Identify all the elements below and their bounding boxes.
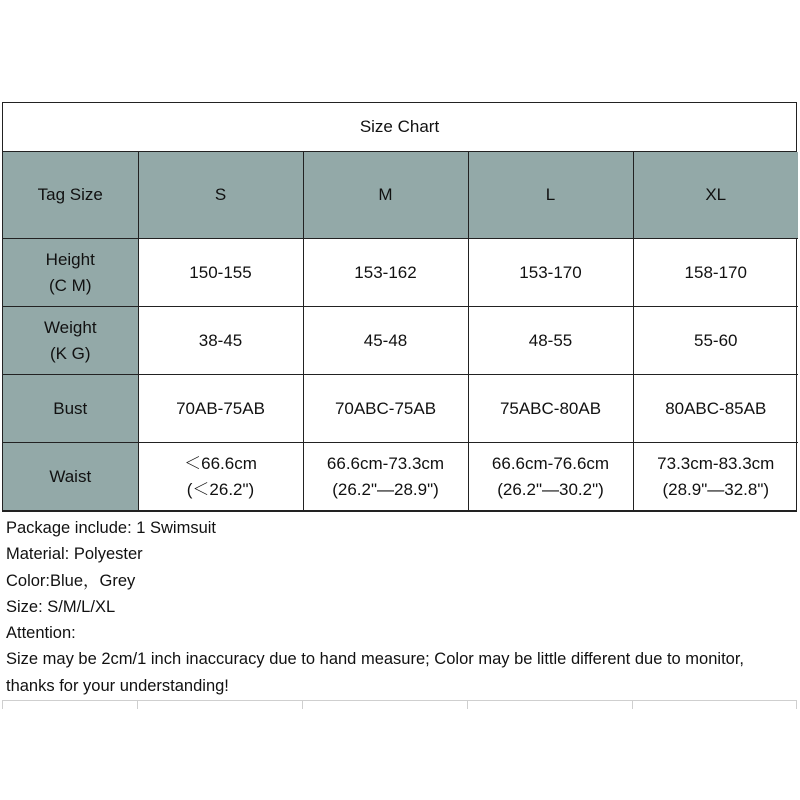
header-tag-size: Tag Size xyxy=(3,152,138,239)
row-label-bust: Bust xyxy=(3,375,138,443)
table-row xyxy=(3,239,798,307)
divider-tick xyxy=(632,701,633,709)
header-size-s: S xyxy=(138,152,303,239)
note-attention: Attention: xyxy=(6,624,76,643)
header-size-xl: XL xyxy=(633,152,798,239)
table-row xyxy=(3,307,798,375)
row-label-height: Height (C M) xyxy=(3,239,138,307)
cell-weight-s: 38-45 xyxy=(138,307,303,375)
cell-waist-xl: 73.3cm-83.3cm (28.9"—32.8") xyxy=(633,443,798,511)
cell-waist-l: 66.6cm-76.6cm (26.2"—30.2") xyxy=(468,443,633,511)
header-row xyxy=(3,152,798,239)
note-material: Material: Polyester xyxy=(6,545,143,564)
note-size: Size: S/M/L/XL xyxy=(6,597,116,616)
product-notes xyxy=(2,511,797,701)
cell-height-xl: 158-170 xyxy=(633,239,798,307)
row-label-waist: Waist xyxy=(3,443,138,511)
divider-tick xyxy=(302,701,303,709)
note-color: Color:Blue，Grey xyxy=(6,571,136,590)
cell-weight-m: 45-48 xyxy=(303,307,468,375)
cell-waist-s: ＜66.6cm (＜26.2") xyxy=(138,443,303,511)
cell-bust-s: 70AB-75AB xyxy=(138,375,303,443)
cell-weight-l: 48-55 xyxy=(468,307,633,375)
divider-tick xyxy=(467,701,468,709)
note-disclaimer: Size may be 2cm/1 inch inaccuracy due to hand measure; Color may be little different due to monitor, thanks for your understanding! xyxy=(6,650,744,695)
cell-weight-xl: 55-60 xyxy=(633,307,798,375)
table-row xyxy=(3,375,798,443)
divider-tick xyxy=(796,701,797,709)
header-size-m: M xyxy=(303,152,468,239)
cell-bust-xl: 80ABC-85AB xyxy=(633,375,798,443)
cell-height-l: 153-170 xyxy=(468,239,633,307)
cell-height-m: 153-162 xyxy=(303,239,468,307)
row-label-weight: Weight (K G) xyxy=(3,307,138,375)
size-chart xyxy=(2,102,797,511)
cell-waist-m: 66.6cm-73.3cm (26.2"—28.9") xyxy=(303,443,468,511)
cell-bust-m: 70ABC-75AB xyxy=(303,375,468,443)
table-row xyxy=(3,443,798,511)
note-package: Package include: 1 Swimsuit xyxy=(6,519,217,537)
chart-title: Size Chart xyxy=(3,103,796,152)
divider-tick xyxy=(2,701,3,709)
divider-tick xyxy=(137,701,138,709)
cell-height-s: 150-155 xyxy=(138,239,303,307)
bottom-rule xyxy=(2,700,797,701)
cell-bust-l: 75ABC-80AB xyxy=(468,375,633,443)
header-size-l: L xyxy=(468,152,633,239)
size-table xyxy=(3,152,798,510)
